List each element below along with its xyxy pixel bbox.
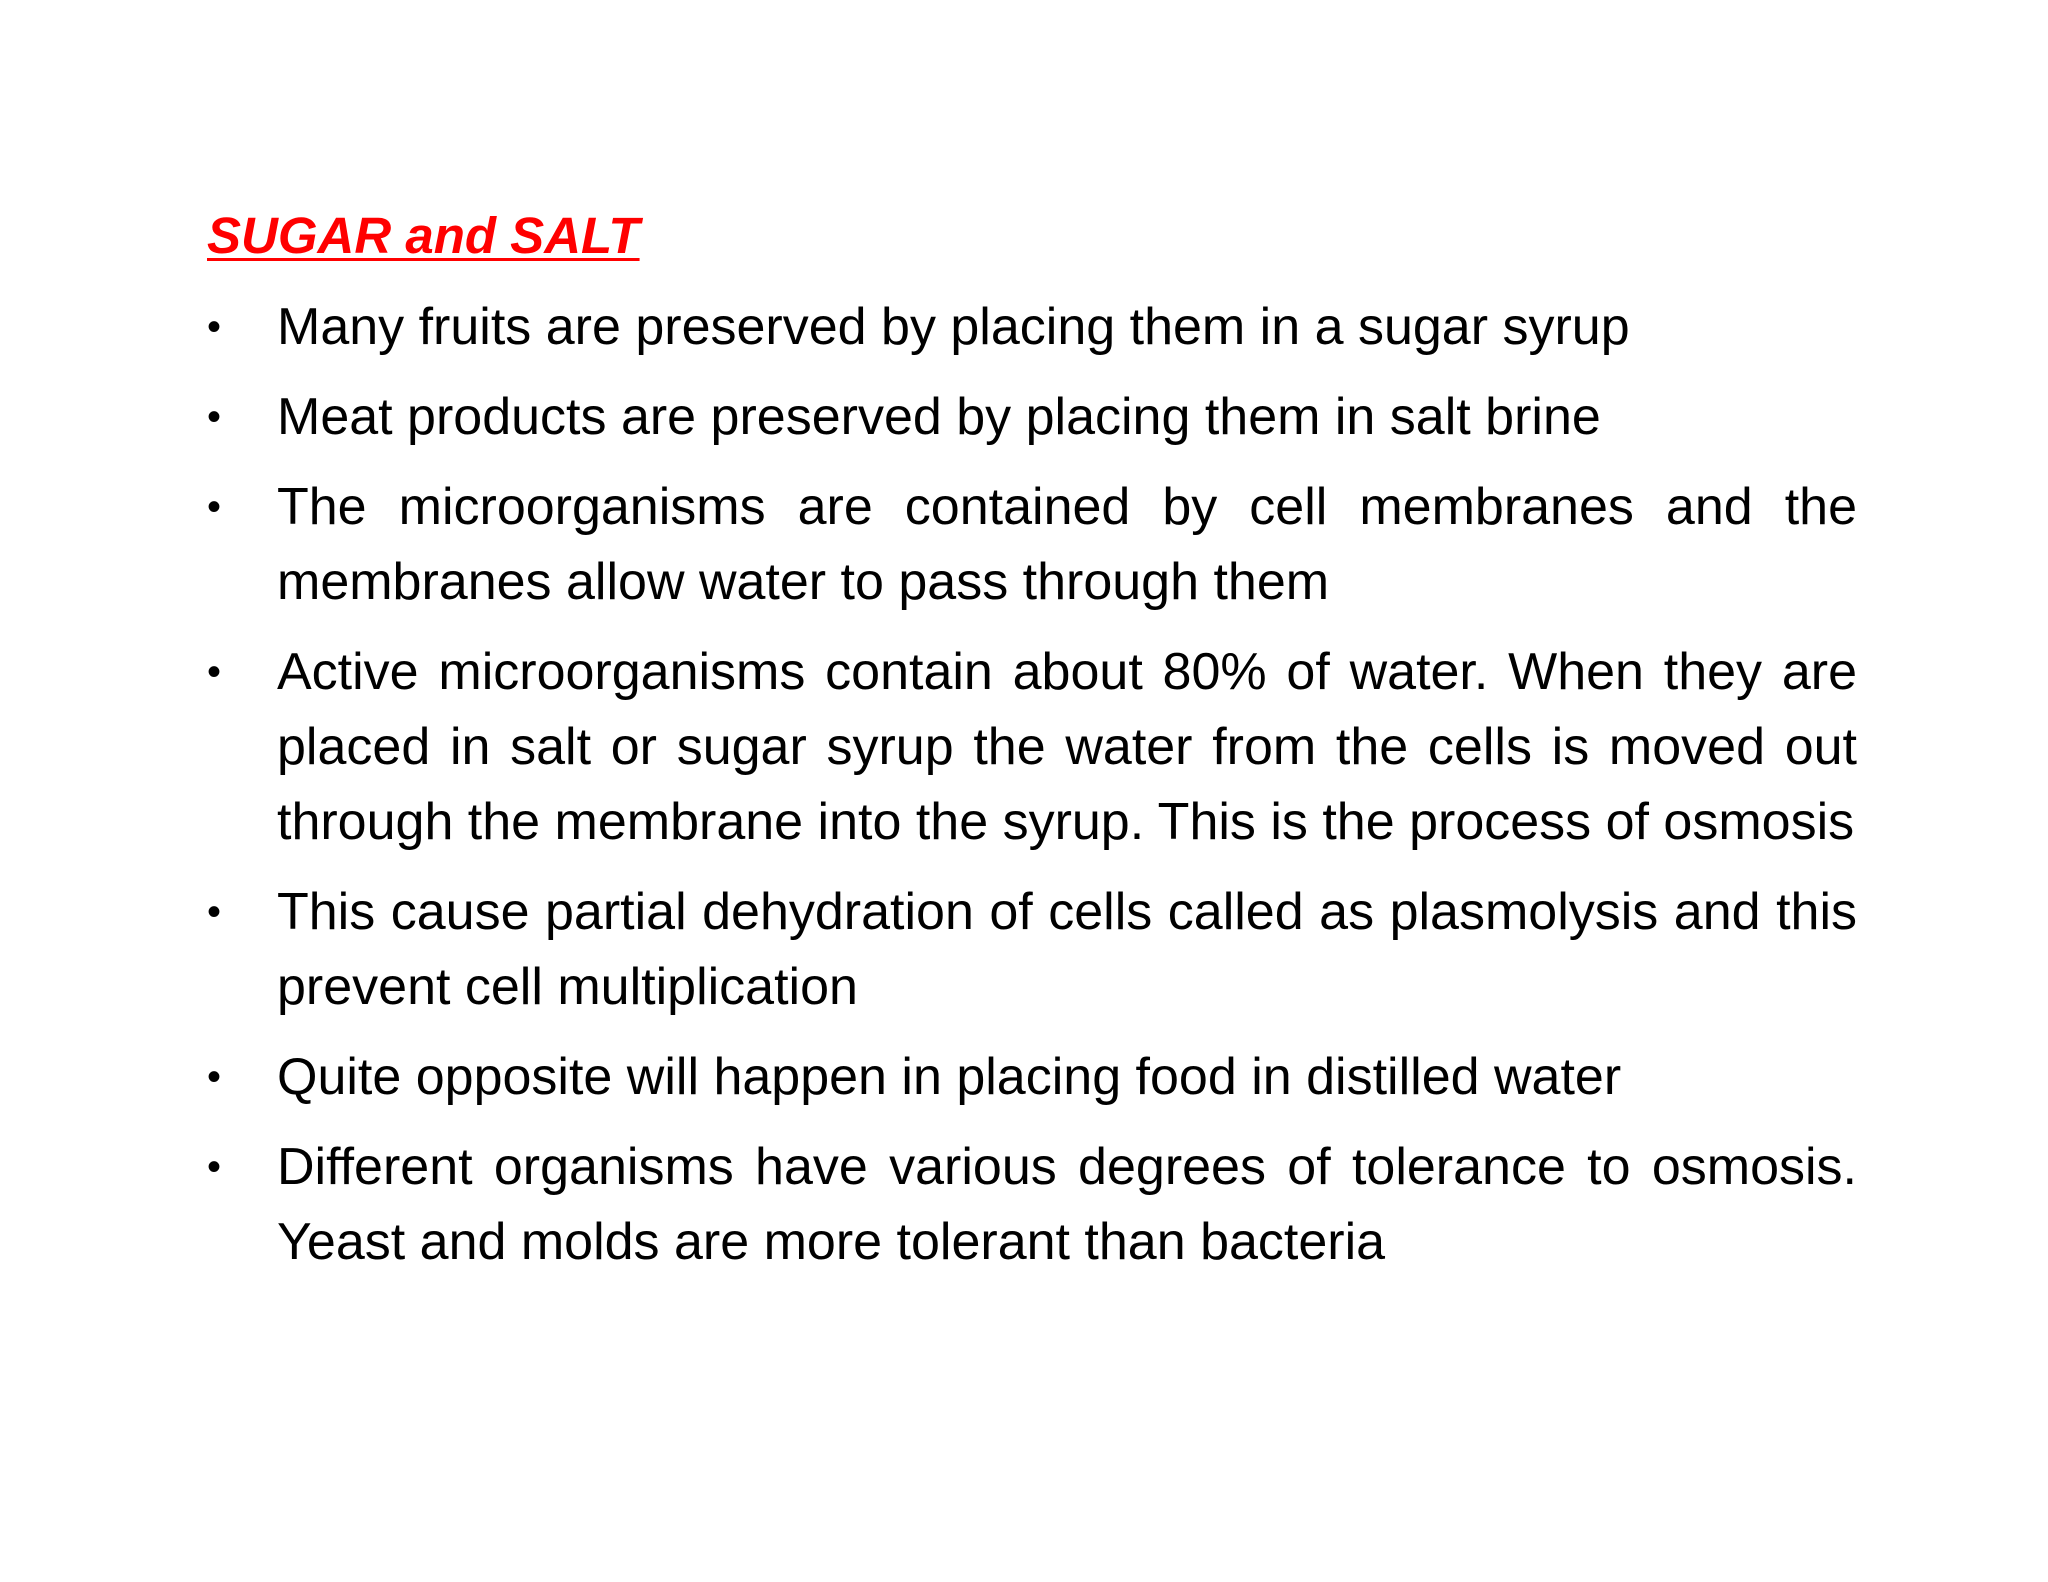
bullet-item — [207, 470, 1857, 620]
bullet-text: Many fruits are preserved by placing them in a sugar syrup — [277, 298, 1630, 356]
bullet-icon: • — [207, 305, 222, 349]
bullet-item — [207, 380, 1857, 455]
bullet-item — [207, 875, 1857, 1025]
bullet-item — [207, 1040, 1857, 1115]
slide-title: SUGAR and SALT — [207, 207, 640, 264]
bullet-icon: • — [207, 650, 222, 694]
bullet-text: The microorganisms are contained by cell membranes and the membranes allow water to pass through them — [277, 478, 1857, 611]
bullet-text: Different organisms have various degrees of tolerance to osmosis. Yeast and molds are more tolerant than bacteria — [277, 1138, 1857, 1271]
bullet-item — [207, 1130, 1857, 1280]
bullet-icon: • — [207, 485, 222, 529]
bullet-icon: • — [207, 1055, 222, 1099]
bullet-icon: • — [207, 1145, 222, 1189]
bullet-item — [207, 635, 1857, 860]
bullet-text: Active microorganisms contain about 80% of water. When they are placed in salt or sugar syrup the water from the cells is moved out through the membrane into the syrup. This is the process of osmosis — [277, 643, 1857, 851]
bullet-list — [207, 290, 1857, 1295]
bullet-icon: • — [207, 890, 222, 934]
bullet-text: Meat products are preserved by placing them in salt brine — [277, 388, 1601, 446]
bullet-icon: • — [207, 395, 222, 439]
bullet-item — [207, 290, 1857, 365]
bullet-text: This cause partial dehydration of cells called as plasmolysis and this prevent cell multiplication — [277, 883, 1857, 1016]
bullet-text: Quite opposite will happen in placing food in distilled water — [277, 1048, 1622, 1106]
